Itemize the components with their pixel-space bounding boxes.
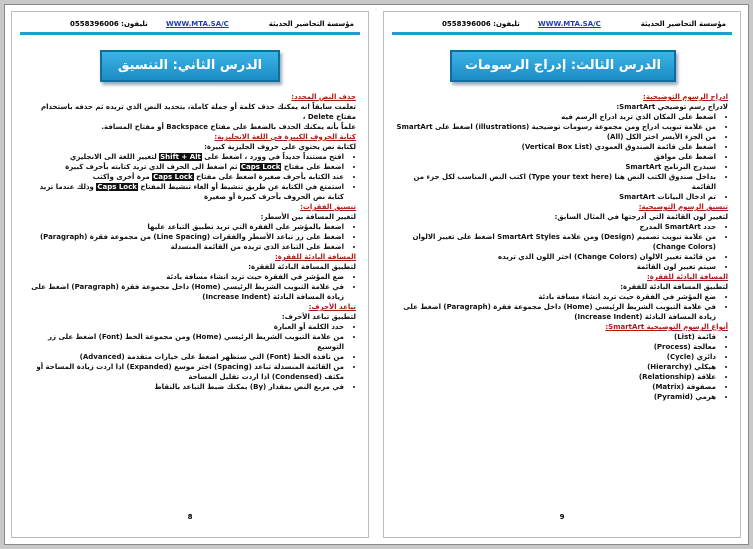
header-org: مؤسسة التحاضير الحديثة xyxy=(268,20,354,28)
paragraph: لتطبيق المسافة البادئة للفقرة: xyxy=(620,283,728,291)
list-item: • اضغط على مفتاح Caps Lock ثم اضغط الى الحرف الذي تريد كتابته بأحرف كبيرة xyxy=(24,162,344,172)
section-heading: تنسيق الرسوم التوضيحية: xyxy=(638,203,728,211)
header-phone: تليفون: 0558396006 xyxy=(442,20,520,28)
list-item: • هيكلي (Hierarchy) xyxy=(396,362,716,372)
list-item: • بداخل صندوق الكتب النص هنا (Type your text here) اكتب النص المناسب لكل جزء من القائمة xyxy=(396,172,716,192)
list-item: • قائمة (List) xyxy=(396,332,716,342)
list-item: • اضغط على زر تباعد الأسطر والفقرات (Line Spacing) من مجموعة فقرة (Paragraph) xyxy=(24,232,344,242)
page-number: 9 xyxy=(559,513,565,521)
header-url-link[interactable]: WWW.MTA.SA/C xyxy=(166,20,229,28)
list-item: • دائري (Cycle) xyxy=(396,352,716,362)
header-url-link[interactable]: WWW.MTA.SA/C xyxy=(538,20,601,28)
list-item: • استمتع في الكتابة عن طريق تنشيط أو الغاء تنشيط المفتاح Caps Lock وذلك عندما تريد كتابة نص الحروف بأحرف كبيرة أو صغيرة xyxy=(24,182,344,202)
section-heading: تنسيق الفقرات: xyxy=(300,203,356,211)
section-heading: تباعد الأحرف: xyxy=(308,303,356,311)
list-item: • ضع المؤشر في الفقرة حيث تريد انشاء مسافة بادئة xyxy=(396,292,716,302)
page-9 xyxy=(383,11,741,538)
section-heading: أنواع الرسوم التوضيحية SmartArt: xyxy=(605,323,728,331)
key-highlight: Caps Lock xyxy=(153,173,193,181)
list-item: • هرمي (Pyramid) xyxy=(396,392,716,402)
section-heading: المسافة البادئة للفقرة: xyxy=(646,273,728,281)
document-viewer xyxy=(4,4,749,545)
page-content xyxy=(396,92,728,497)
bullet-list xyxy=(396,112,728,202)
list-item: • في مربع النص بمقدار (By) بمكنك ضبط التباعد بالنقاط xyxy=(24,382,344,392)
list-item: • في علامة التبويب الشريط الرئيسي (Home) داخل مجموعة فقرة (Paragraph) اضغط على زيادة المسافة البادئة (Increase Indent) xyxy=(396,302,716,322)
section-heading: حذف النص المحدد: xyxy=(291,93,356,101)
list-item: • سيتم تغيير لون القائمة xyxy=(396,262,716,272)
section-heading: ادراج الرسوم التوضيحية: xyxy=(643,93,728,101)
list-item: • من الجزء الأيسر اختر الكل (All) xyxy=(396,132,716,142)
list-item: • من علامة تبويب ادراج ومن مجموعة رسومات توضيحية (illustrations) اضغط على SmartArt xyxy=(396,122,716,132)
list-item: • اضغط على قائمة الصندوق العمودي (Vertical Box List) xyxy=(396,142,716,152)
bullet-list xyxy=(24,152,356,202)
page-content xyxy=(24,92,356,497)
list-item: • اضغط على التباعد الذي تريده من القائمة المنسدلة xyxy=(24,242,344,252)
list-item: • في علامة التبويب الشريط الرئيسي (Home) داخل مجموعة فقرة (Paragraph) اضغط على زيادة المسافة البادئة (Increase Indent) xyxy=(24,282,344,302)
list-item: • معالجة (Process) xyxy=(396,342,716,352)
bullet-list xyxy=(396,292,728,322)
lesson-title: الدرس الثالث: إدراج الرسومات التوضيحية xyxy=(464,58,661,101)
paragraph: لكتابة نص يحتوي على حروف الجليزية كبيرة: xyxy=(204,143,356,151)
list-item: • مصفوفة (Matrix) xyxy=(396,382,716,392)
page-8 xyxy=(11,11,369,538)
lesson-title: الدرس الثاني: التنسيق المتقدم xyxy=(117,58,263,101)
list-item: • افتح مستنداً جديداً في وورد ، اضغط على Shift + Alt لتغيير اللغة الى الانجليزي xyxy=(24,152,344,162)
paragraph: لتغيير لون القائمة التي أدرجتها في المثال السابق: xyxy=(554,213,728,221)
key-highlight: Shift + Alt xyxy=(160,153,201,161)
list-item: • من علامة التبويب الشريط الرئيسي (Home) ومن مجموعة الخط (Font) اضغط على زر التوسيع xyxy=(24,332,344,352)
paragraph: تعلمت سابقاً انه يمكنك حذف كلمة أو جملة كاملة، بتحديد النص الذي تريده ثم حذفه باستخدام مفتاح Delete ، xyxy=(40,103,356,121)
lesson-title-banner xyxy=(100,50,280,101)
paragraph: علماً بأنه يمكنك الحذف بالضغط على مفتاح Backspace أو مفتاح المسافة. xyxy=(101,123,356,131)
paragraph: لتغيير المسافة بين الأسطر: xyxy=(260,213,356,221)
list-item: • اضغط على موافق xyxy=(396,152,716,162)
list-item: • حدد SmartArt المدرج xyxy=(396,222,716,232)
bullet-list xyxy=(396,332,728,402)
list-item: • سيدرج البرنامج SmartArt xyxy=(396,162,716,172)
list-item: • اضغط على المكان الذي تريد ادراج الرسم فيه xyxy=(396,112,716,122)
list-item: • من قائمة تغيير الالوان (Change Colors) اختر اللون الذي تريده xyxy=(396,252,716,262)
list-item: • علاقة (Relationship) xyxy=(396,372,716,382)
paragraph: لتطبيق تباعد الأحرف: xyxy=(281,313,356,321)
list-item: • ضع المؤشر في الفقرة حيث تريد انشاء مسافة بادئة xyxy=(24,272,344,282)
list-item: • من علامة تبويب تصميم (Design) ومن علامة SmartArt Styles اضغط على تغيير الالوان (Change Colors) xyxy=(396,232,716,252)
list-item: • من القائمة المنسدلة تباعد (Spacing) اختر موسع (Expanded) اذا اردت زيادة المساحة أو مكثف (Condensed) اذا اردت تقليل المساحة xyxy=(24,362,344,382)
section-heading: المسافة البادئة للفقرة: xyxy=(274,253,356,261)
bullet-list xyxy=(396,222,728,272)
header-org: مؤسسة التحاضير الحديثة xyxy=(640,20,726,28)
key-highlight: Caps Lock xyxy=(240,163,281,171)
bullet-list xyxy=(24,222,356,252)
section-heading: كتابة الحروف الكبيرة في اللغة الانجليزية: xyxy=(214,133,356,141)
bullet-list xyxy=(24,322,356,392)
page-number: 8 xyxy=(187,513,193,521)
header-divider xyxy=(392,32,732,35)
paragraph: لادراج رسم توضيحي SmartArt: xyxy=(616,103,728,111)
key-highlight: Caps Lock xyxy=(97,183,137,191)
list-item: • عند الكتابه بأحرف صغيرة اضغط على مفتاح Caps Lock مرة أخرى واكتب xyxy=(24,172,344,182)
page-header xyxy=(16,18,364,32)
bullet-list xyxy=(24,272,356,302)
list-item: • اضغط بالمؤشر على الفقرة التي تريد تطبيق التباعد عليها xyxy=(24,222,344,232)
list-item: • حدد الكلمة أو العبارة xyxy=(24,322,344,332)
paragraph: لتطبيق المسافة البادئة للفقرة: xyxy=(248,263,356,271)
list-item: • من نافذة الخط (Font) التي ستظهر اضغط على خيارات متقدمة (Advanced) xyxy=(24,352,344,362)
header-phone: تليفون: 0558396006 xyxy=(70,20,148,28)
page-header xyxy=(388,18,736,32)
list-item: • تم ادخال البيانات SmartArt xyxy=(396,192,716,202)
header-divider xyxy=(20,32,360,35)
lesson-title-banner xyxy=(450,50,676,101)
